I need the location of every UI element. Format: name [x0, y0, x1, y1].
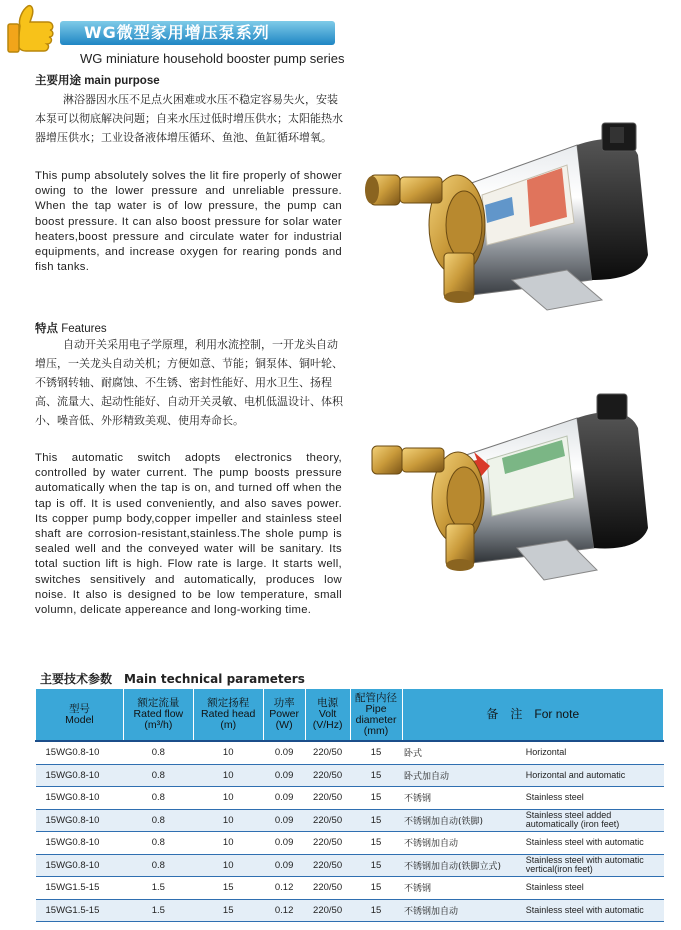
- col-header-cn: 型号: [68, 702, 90, 715]
- cell-pipe: 15: [350, 741, 402, 764]
- cell-model: 15WG0.8-10: [36, 854, 124, 877]
- col-header-unit: (mm): [363, 724, 389, 737]
- purpose-text-cn: 淋浴器因水压不足点火困难或水压不稳定容易失火，安装本泵可以彻底解决问题；自来水压过低时增压供水；太阳能热水器增压供水；工业设备液体增压循环、鱼池、鱼缸循环增氧。: [35, 93, 343, 144]
- cell-note-en: Stainless steel with automatic: [524, 899, 664, 922]
- cell-pipe: 15: [350, 787, 402, 810]
- cell-volt: 220/50: [305, 809, 350, 832]
- cell-pipe: 15: [350, 899, 402, 922]
- cell-note-en: Stainless steel added automatically (iron feet): [524, 809, 664, 832]
- col-header-en: Power: [269, 708, 299, 720]
- cell-note-cn: 卧式: [402, 741, 524, 764]
- cell-model: 15WG0.8-10: [36, 741, 124, 764]
- col-header-cn: 额定流量: [137, 697, 180, 709]
- cell-note-en: Stainless steel: [524, 877, 664, 900]
- cell-head: 15: [193, 899, 263, 922]
- col-header-cn: 额定扬程: [207, 697, 250, 709]
- features-text-cn: 自动开关采用电子学原理，利用水流控制，一开龙头自动增压，一关龙头自动关机；方便如意、节能；铜泵体、铜叶轮、不锈钢转轴、耐腐蚀、不生锈、密封性能好、用水卫生、扬程高、流量大、起动性能好、自动开关灵敏、电机低温设计、体积小、噪音低、外形精致美观、使用寿命长。: [35, 338, 343, 427]
- cell-note-cn: 卧式加自动: [402, 764, 524, 787]
- cell-volt: 220/50: [305, 764, 350, 787]
- cell-power: 0.09: [263, 741, 305, 764]
- table-row: [36, 899, 664, 922]
- cell-volt: 220/50: [305, 899, 350, 922]
- cell-power: 0.09: [263, 854, 305, 877]
- spec-table: [35, 688, 664, 922]
- cell-head: 10: [193, 764, 263, 787]
- cell-power: 0.12: [263, 899, 305, 922]
- thumbs-up-logo: [6, 2, 64, 54]
- col-header-flow: [123, 689, 193, 742]
- col-header-en: Rated head: [201, 708, 256, 720]
- cell-pipe: 15: [350, 809, 402, 832]
- cell-flow: 0.8: [123, 764, 193, 787]
- col-header-model: [36, 689, 124, 742]
- cell-volt: 220/50: [305, 877, 350, 900]
- col-header-cn: 功率: [273, 697, 295, 709]
- col-header-pipe: [350, 689, 402, 742]
- cell-volt: 220/50: [305, 741, 350, 764]
- cell-power: 0.09: [263, 832, 305, 855]
- col-header-en: Volt: [318, 708, 337, 720]
- cell-note-cn: 不锈钢加自动(铁脚): [402, 809, 524, 832]
- purpose-text-en: This pump absolutely solves the lit fire properly of shower owing to the lower pressure and unreliable pressure. When the tap water is of low pressure, the pump can boost pressure. It can also boost pressure for solar water heaters,boost pressure and circulate water for industrial equipments, and increase oxygen for rearing ponds and fish tanks.: [35, 170, 342, 274]
- col-header-head: [193, 689, 263, 742]
- purpose-heading-cn: 主要用途: [35, 75, 81, 87]
- cell-pipe: 15: [350, 854, 402, 877]
- col-header-unit: (V/Hz): [312, 719, 343, 731]
- cell-flow: 0.8: [123, 787, 193, 810]
- cell-head: 10: [193, 741, 263, 764]
- col-header-unit: (W): [275, 719, 293, 731]
- cell-head: 15: [193, 877, 263, 900]
- table-row: [36, 787, 664, 810]
- col-header-en: For note: [534, 707, 580, 721]
- cell-model: 15WG0.8-10: [36, 809, 124, 832]
- cell-flow: 0.8: [123, 809, 193, 832]
- cell-volt: 220/50: [305, 854, 350, 877]
- cell-note-en: Horizontal: [524, 741, 664, 764]
- features-heading-cn: 特点: [35, 323, 58, 335]
- table-row: [36, 854, 664, 877]
- cell-head: 10: [193, 809, 263, 832]
- col-header-power: [263, 689, 305, 742]
- cell-note-cn: 不锈钢加自动: [402, 832, 524, 855]
- cell-volt: 220/50: [305, 787, 350, 810]
- table-heading: 主要技术参数 Main technical parameters: [40, 672, 305, 686]
- cell-model: 15WG0.8-10: [36, 832, 124, 855]
- table-header-row: [36, 689, 664, 742]
- cell-head: 10: [193, 832, 263, 855]
- col-header-cn: 配管内径: [355, 691, 398, 704]
- cell-flow: 0.8: [123, 741, 193, 764]
- col-header-note: [402, 689, 663, 742]
- col-header-en: Rated flow: [133, 708, 184, 720]
- purpose-heading-en: main purpose: [84, 75, 160, 87]
- col-header-unit: (m): [220, 719, 237, 731]
- table-row: [36, 877, 664, 900]
- cell-flow: 1.5: [123, 899, 193, 922]
- page-title-cn: WG微型家用增压泵系列: [84, 23, 270, 42]
- table-row: [36, 832, 664, 855]
- col-header-cn: 电源: [317, 697, 339, 709]
- cell-pipe: 15: [350, 832, 402, 855]
- col-header-unit: (m³/h): [144, 719, 173, 731]
- cell-head: 10: [193, 787, 263, 810]
- cell-note-cn: 不锈钢加自动: [402, 899, 524, 922]
- cell-power: 0.12: [263, 877, 305, 900]
- cell-note-en: Stainless steel with automatic: [524, 832, 664, 855]
- col-header-cn: 备 注: [486, 707, 523, 721]
- cell-power: 0.09: [263, 787, 305, 810]
- cell-pipe: 15: [350, 764, 402, 787]
- cell-note-en: Horizontal and automatic: [524, 764, 664, 787]
- cell-power: 0.09: [263, 809, 305, 832]
- cell-power: 0.09: [263, 764, 305, 787]
- features-text-en: This automatic switch adopts electronics theory, controlled by water current. The pump boosts pressure automatically when the tap is on, and turned off when the tap is off. It is used conveniently, and also saves power. Its copper pump body,copper impeller and stainless steel shaft are corrosion-resistant,stainless.The shole pump is sealed well and the conveyed water will be sanitary. Its total suction lift is high. Flow rate is large. It starts well, switches sensitively and automatically, produces low noise. It also is designed to be low temperature, small volumn, delicate appereance and long-working time.: [35, 452, 342, 617]
- features-heading-en: Features: [61, 323, 107, 335]
- table-row: [36, 764, 664, 787]
- cell-note-en: Stainless steel with automatic vertical(iron feet): [524, 854, 664, 877]
- cell-pipe: 15: [350, 877, 402, 900]
- col-header-en: Pipe diameter: [355, 702, 397, 726]
- cell-note-cn: 不锈钢: [402, 787, 524, 810]
- table-row: [36, 809, 664, 832]
- cell-flow: 0.8: [123, 854, 193, 877]
- table-row: [36, 741, 664, 764]
- cell-volt: 220/50: [305, 832, 350, 855]
- cell-note-cn: 不锈钢加自动(铁脚立式): [402, 854, 524, 877]
- purpose-heading: [35, 72, 160, 88]
- cell-model: 15WG0.8-10: [36, 764, 124, 787]
- cell-head: 10: [193, 854, 263, 877]
- col-header-en: Model: [65, 713, 94, 726]
- cell-note-en: Stainless steel: [524, 787, 664, 810]
- page-title-en: WG miniature household booster pump series: [80, 51, 345, 66]
- cell-model: 15WG1.5-15: [36, 899, 124, 922]
- features-heading: [35, 320, 107, 336]
- cell-flow: 0.8: [123, 832, 193, 855]
- cell-note-cn: 不锈钢: [402, 877, 524, 900]
- cell-model: 15WG0.8-10: [36, 787, 124, 810]
- pump-photo-automatic: [362, 388, 662, 588]
- pump-photo-horizontal: [362, 105, 662, 315]
- cell-flow: 1.5: [123, 877, 193, 900]
- col-header-volt: [305, 689, 350, 742]
- cell-model: 15WG1.5-15: [36, 877, 124, 900]
